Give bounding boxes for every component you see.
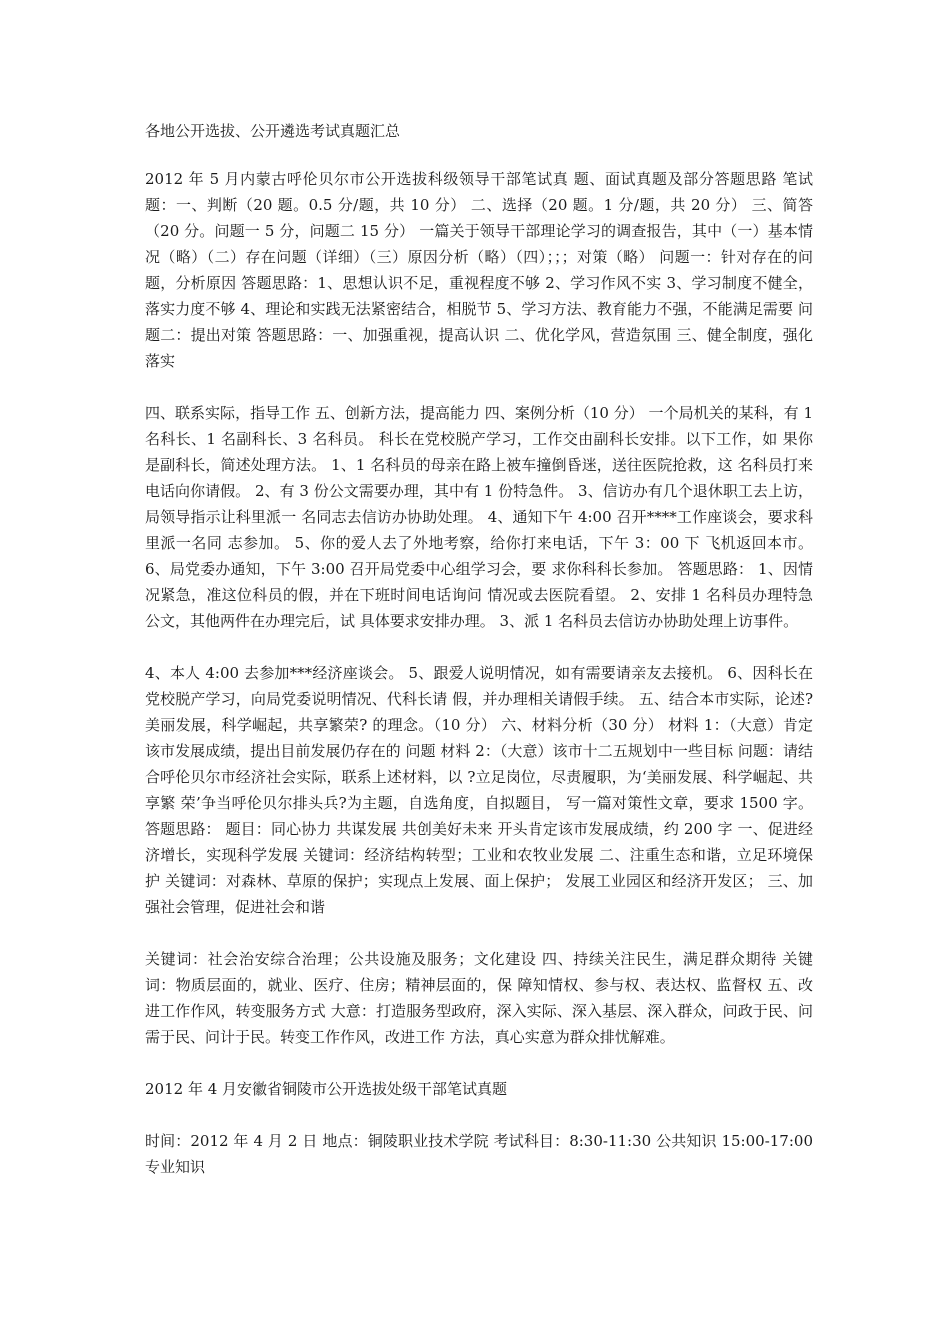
document-body [145,118,813,1206]
paragraph-material-analysis: 4、本人 4:00 去参加***经济座谈会。 5、跟爱人说明情况，如有需要请亲友去接机。 6、因科长在党校脱产学习，向局党委说明情况、代科长请 假，并办理相关请假手续。 五、结合本市实际，论述?美丽发展，科学崛起，共享繁荣? 的理念。（10 分） 六、材料分析（30 分） 材料 1：（大意）肯定该市发展成绩，提出目前发展仍存在的 问题 材料 2：（大意）该市十二五规划中一些目标 问题：请结合呼伦贝尔市经济社会实际，联系上述材料，以 ?立足岗位，尽责履职，为‘美丽发展、科学崛起、共享繁 荣’争当呼伦贝尔排头兵?为主题，自选角度，自拟题目， 写一篇对策性文章，要求 1500 字。 答题思路： 题目：同心协力 共谋发展 共创美好未来 开头肯定该市发展成绩，约 200 字 一、促进经济增长，实现科学发展 关键词：经济结构转型；工业和农牧业发展 二、注重生态和谐，立足环境保护 关键词：对森林、草原的保护；实现点上发展、面上保护； 发展工业园区和经济开发区； 三、加强社会管理，促进社会和谐 [145,664,813,916]
document-title: 各地公开选拔、公开遴选考试真题汇总 [145,122,401,140]
paragraph-exam-schedule: 时间：2012 年 4 月 2 日 地点：铜陵职业技术学院 考试科目：8:30-11:30 公共知识 15:00-17:00 专业知识 [145,1132,813,1176]
paragraph-hulunbuir-exam-intro: 2012 年 5 月内蒙古呼伦贝尔市公开选拔科级领导干部笔试真 题、面试真题及部分答题思路 笔试题：一、判断（20 题。0.5 分/题，共 10 分） 二、选择（20 题。1 分/题，共 20 分） 三、简答（20 分。问题一 5 分，问题二 15 分） 一篇关于领导干部理论学习的调查报告，其中（一）基本情 况（略）（二）存在问题（详细）（三）原因分析（略）（四）；；；对策（略） 问题一：针对存在的问题，分析原因 答题思路：1、思想认识不足，重视程度不够 2、学习作风不实 3、学习制度不健全，落实力度不够 4、理论和实践无法紧密结合，相脱节 5、学习方法、教育能力不强，不能满足需要 问题二：提出对策 答题思路：一、加强重视，提高认识 二、优化学风，营造氛围 三、健全制度，强化落实 [145,170,813,370]
paragraph-case-analysis: 四、联系实际，指导工作 五、创新方法，提高能力 四、案例分析（10 分） 一个局机关的某科，有 1 名科长、1 名副科长、3 名科员。 科长在党校脱产学习，工作交由副科长安排。以下工作，如 果你是副科长，简述处理方法。 1、1 名科员的母亲在路上被车撞倒昏迷，送往医院抢救，这 名科员打来电话向你请假。 2、有 3 份公文需要办理，其中有 1 份特急件。 3、信访办有几个退休职工去上访，局领导指示让科里派一 名同志去信访办协助处理。 4、通知下午 4:00 召开****工作座谈会，要求科里派一名同 志参加。 5、你的爱人去了外地考察，给你打来电话，下午 3：00 下 飞机返回本市。 6、局党委办通知，下午 3:00 召开局党委中心组学习会，要 求你科科长参加。 答题思路： 1、因情况紧急，准这位科员的假，并在下班时间电话询问 情况或去医院看望。 2、安排 1 名科员办理特急公文，其他两件在办理完后，试 具体要求安排办理。 3、派 1 名科员去信访办协助处理上访事件。 [145,404,813,630]
paragraph-keywords: 关键词：社会治安综合治理；公共设施及服务；文化建设 四、持续关注民生，满足群众期待 关键词：物质层面的，就业、医疗、住房；精神层面的，保 障知情权、参与权、表达权、监督权 五、改进工作作风，转变服务方式 大意：打造服务型政府，深入实际、深入基层、深入群众，问政于民、问需于民、问计于民。转变工作作风，改进工作 方法，真心实意为群众排忧解难。 [145,950,813,1046]
section-heading-tongling-exam: 2012 年 4 月安徽省铜陵市公开选拔处级干部笔试真题 [145,1080,508,1098]
